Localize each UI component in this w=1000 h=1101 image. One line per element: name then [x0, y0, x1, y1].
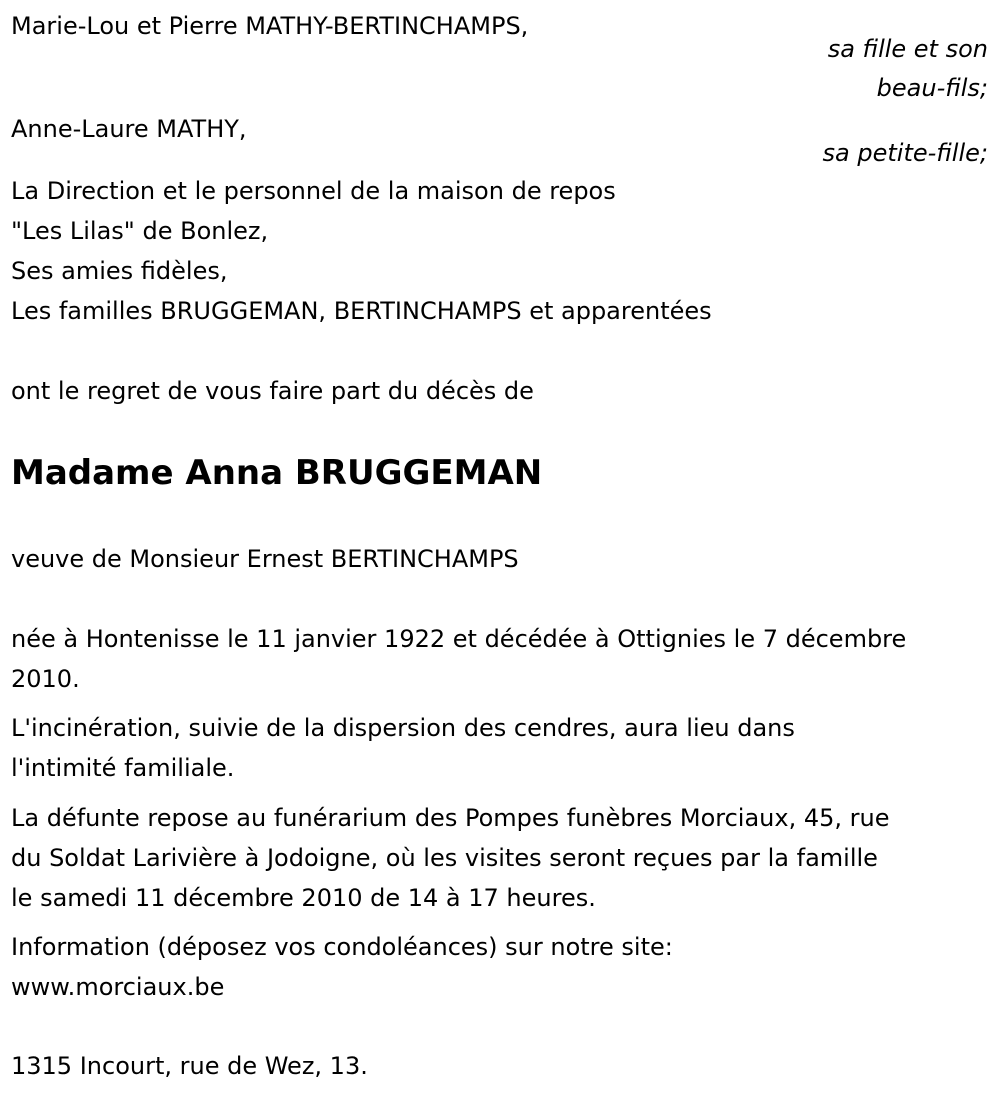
- family-name-granddaughter: Anne-Laure MATHY,: [11, 115, 247, 143]
- others-line-1: La Direction et le personnel de la maison de repos: [11, 177, 616, 205]
- others-line-2: "Les Lilas" de Bonlez,: [11, 217, 269, 245]
- funeral-home-line-3: le samedi 11 décembre 2010 de 14 à 17 heures.: [11, 884, 596, 912]
- funeral-home-line-1: La défunte repose au funérarium des Pompes funèbres Morciaux, 45, rue: [11, 804, 890, 832]
- others-line-3: Ses amies fidèles,: [11, 257, 228, 285]
- cremation-line-2: l'intimité familiale.: [11, 754, 235, 782]
- announcement-text: ont le regret de vous faire part du décès de: [11, 377, 534, 405]
- cremation-line-1: L'incinération, suivie de la dispersion des cendres, aura lieu dans: [11, 714, 795, 742]
- website-link[interactable]: www.morciaux.be: [11, 973, 225, 1001]
- funeral-home-line-2: du Soldat Larivière à Jodoigne, où les visites seront reçues par la famille: [11, 844, 878, 872]
- birth-death-line-1: née à Hontenisse le 11 janvier 1922 et décédée à Ottignies le 7 décembre: [11, 625, 907, 653]
- deceased-name: Madame Anna BRUGGEMAN: [11, 453, 543, 493]
- information-line: Information (déposez vos condoléances) sur notre site:: [11, 933, 673, 961]
- relation-daughter-line-1: sa fille et son: [827, 35, 988, 63]
- birth-death-line-2: 2010.: [11, 665, 80, 693]
- widow-of-text: veuve de Monsieur Ernest BERTINCHAMPS: [11, 545, 519, 573]
- relation-granddaughter: sa petite-fille;: [822, 139, 988, 167]
- relation-daughter-line-2: beau-fils;: [876, 74, 988, 102]
- family-name-daughter: Marie-Lou et Pierre MATHY-BERTINCHAMPS,: [11, 12, 529, 40]
- others-line-4: Les familles BRUGGEMAN, BERTINCHAMPS et apparentées: [11, 297, 712, 325]
- address-text: 1315 Incourt, rue de Wez, 13.: [11, 1052, 368, 1080]
